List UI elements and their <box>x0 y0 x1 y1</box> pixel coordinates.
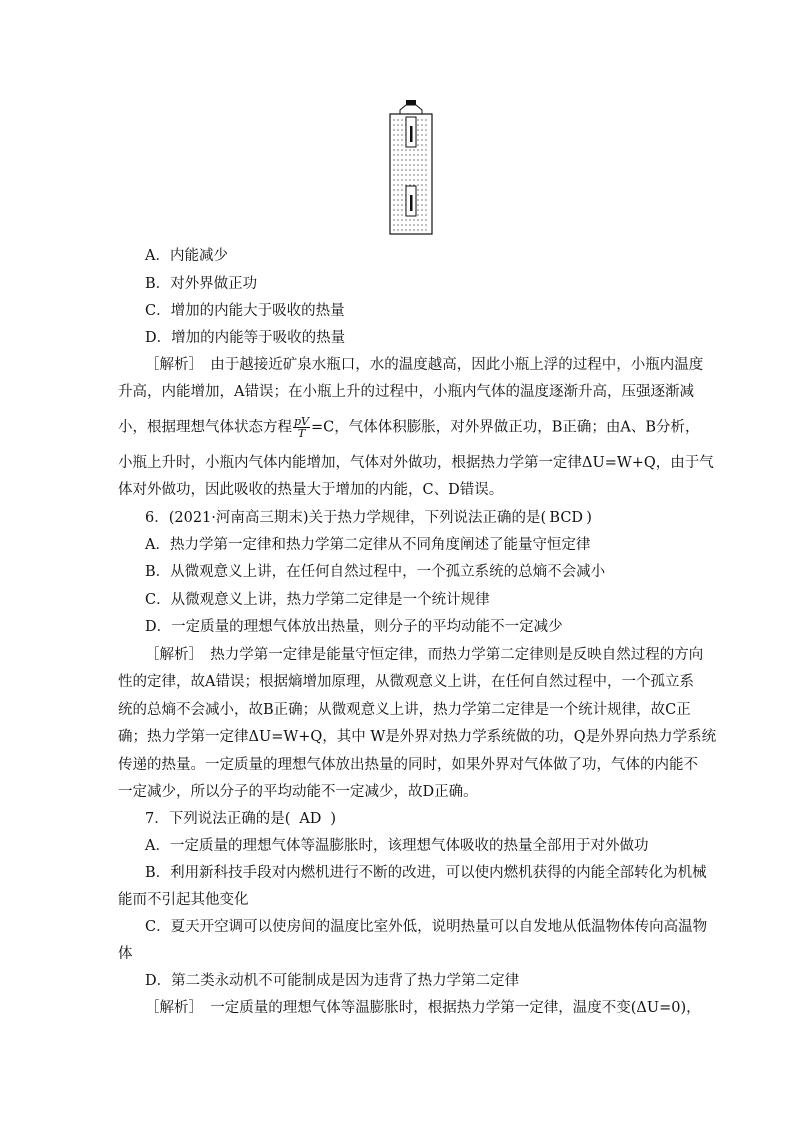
q5-analysis-line: 小瓶上升时，小瓶内气体内能增加，气体对外做功，根据热力学第一定律ΔU=W+Q，由于气 <box>118 455 714 471</box>
q6-analysis-line: 传递的热量。一定质量的理想气体放出热量的同时，如果外界对气体做了功，气体的内能不 <box>118 757 698 773</box>
q7-option-c-cont: 体 <box>118 946 133 962</box>
q7-option-b-cont: 能而不引起其他变化 <box>118 892 249 908</box>
ideal-gas-fraction <box>293 416 310 439</box>
q5-analysis-line: 升高，内能增加，A错误；在小瓶上升的过程中，小瓶内气体的温度逐渐升高，压强逐渐减 <box>118 384 694 400</box>
q7-option-a: A．一定质量的理想气体等温膨胀时，该理想气体吸收的热量全部用于对外做功 <box>145 838 649 854</box>
q6-analysis-line: 性的定律，故A错误；根据熵增加原理，从微观意义上讲，在任何自然过程中，一个孤立系 <box>118 674 694 690</box>
q7-stem <box>145 809 336 829</box>
q6-answer: BCD <box>549 510 584 526</box>
q5-analysis-text: 小，根据理想气体状态方程 <box>118 419 292 436</box>
q6-option-a: A．热力学第一定律和热力学第二定律从不同角度阐述了能量守恒定律 <box>145 537 591 553</box>
q6-option-b: B．从微观意义上讲，在任何自然过程中，一个孤立系统的总熵不会减小 <box>145 564 606 580</box>
q5-analysis-text: =C，气体体积膨胀，对外界做正功，B正确；由A、B分析， <box>311 419 700 436</box>
q6-option-c: C．从微观意义上讲，热力学第二定律是一个统计规律 <box>145 592 490 608</box>
q5-analysis-formula-line <box>118 416 700 439</box>
q6-option-d: D．一定质量的理想气体放出热量，则分子的平均动能不一定减少 <box>145 619 563 635</box>
q7-option-d: D．第二类永动机不可能制成是因为违背了热力学第二定律 <box>145 973 520 989</box>
q6-analysis-line: ［解析］ 热力学第一定律是能量守恒定律，而热力学第二定律则是反映自然过程的方向 <box>145 647 704 663</box>
q7-option-c: C．夏天开空调可以使房间的温度比室外低，说明热量可以自发地从低温物体传向高温物 <box>145 919 708 935</box>
q5-option-b: B．对外界做正功 <box>145 276 258 292</box>
q6-analysis-line: 确；热力学第一定律ΔU=W+Q，其中 W是外界对热力学系统做的功，Q是外界向热力学系统 <box>118 729 717 745</box>
q5-option-d: D．增加的内能等于吸收的热量 <box>145 330 346 346</box>
q6-stem <box>145 508 592 528</box>
fraction-numerator: pV <box>294 415 309 428</box>
q5-analysis-line: 体对外做功，因此吸收的热量大于增加的内能，C、D错误。 <box>118 482 504 498</box>
q7-analysis-line: ［解析］ 一定质量的理想气体等温膨胀时，根据热力学第一定律，温度不变(ΔU=0)， <box>145 1000 701 1016</box>
fraction-denominator: T <box>297 427 306 440</box>
q6-analysis-line: 一定减少，所以分子的平均动能不一定减少，故D正确。 <box>118 784 478 800</box>
q6-analysis-line: 统的总熵不会减小，故B正确；从微观意义上讲，热力学第二定律是一个统计规律，故C正 <box>118 702 691 718</box>
q5-option-c: C．增加的内能大于吸收的热量 <box>145 303 345 319</box>
q5-option-a: A．内能减少 <box>145 248 228 264</box>
q6-stem-text: 6．(2021·河南高三期末)关于热力学规律，下列说法正确的是( <box>145 510 547 526</box>
q6-stem-close: ) <box>586 510 592 526</box>
q5-analysis-line: ［解析］ 由于越接近矿泉水瓶口，水的温度越高，因此小瓶上浮的过程中，小瓶内温度 <box>145 357 704 373</box>
q7-stem-close: ) <box>330 811 337 827</box>
q7-answer: AD <box>299 811 322 827</box>
q7-stem-text: 7．下列说法正确的是( <box>145 811 291 827</box>
q7-option-b: B．利用新科技手段对内燃机进行不断的改进，可以使内燃机获得的内能全部转化为机械 <box>145 865 707 881</box>
bottle-with-two-small-vials-icon <box>388 100 434 236</box>
